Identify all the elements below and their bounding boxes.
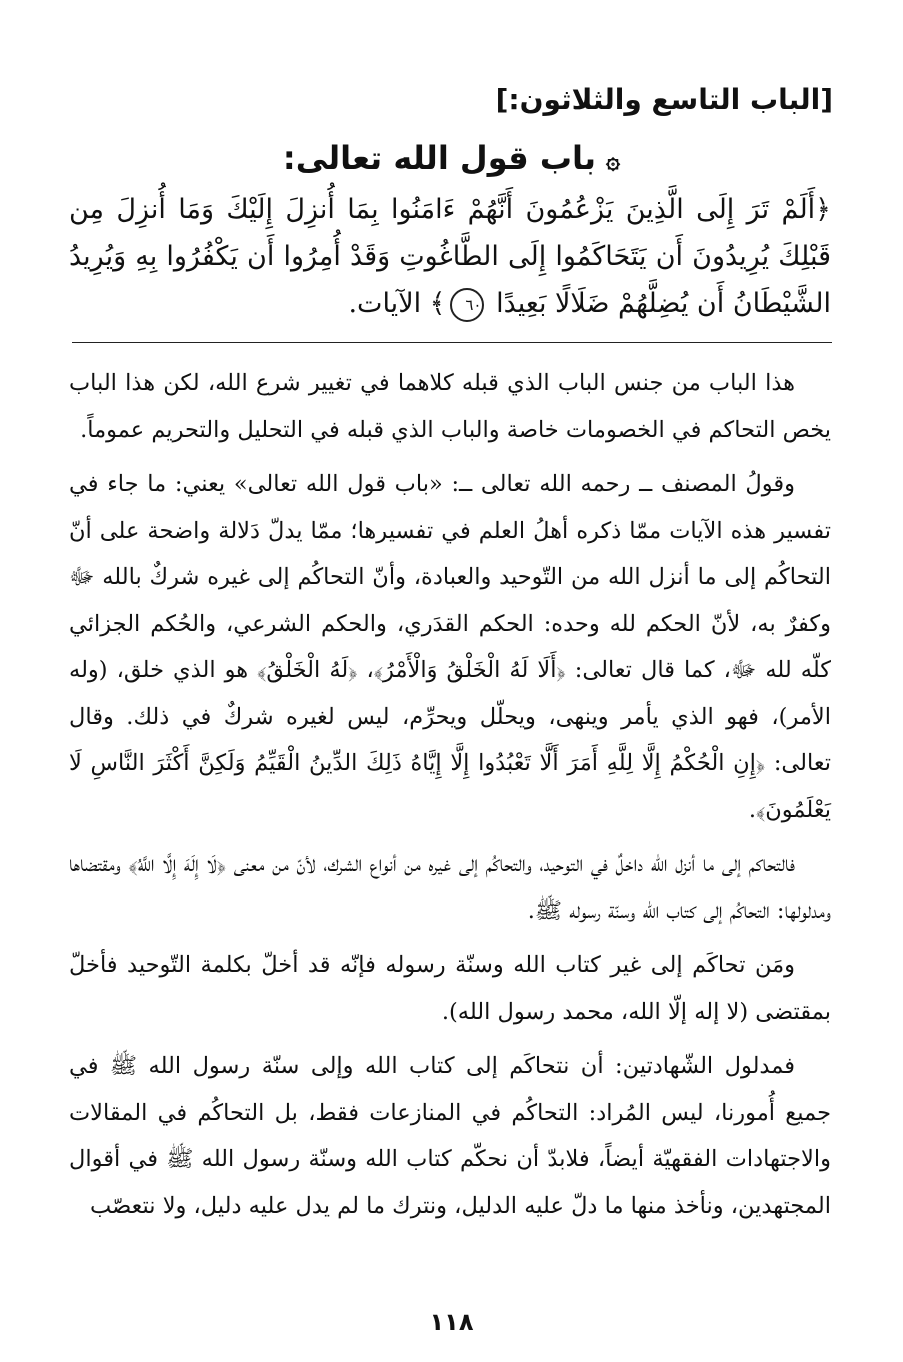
chapter-title-text: باب قول الله تعالى: <box>282 139 597 177</box>
paragraph: وقولُ المصنف ــ رحمه الله تعالى ــ: «باب قول الله تعالى» يعني: ما جاء في تفسير هذه الآيات ممّا ذكره أهلُ العلم في تفسيرها؛ ممّا يدلّ دَلالة واضحة على أنّ التحاكُم إلى ما أنزل الله من التّوحيد والعبادة، وأنّ التحاكُم إلى غيره شركٌ بالله ﷻ وكفرٌ به، لأنّ الحكم لله وحده: الحكم القدَري، والحكم الشرعي، والحُكم الجزائي كلّه لله ﷻ، كما قال تعالى: ﴿أَلَا لَهُ الْخَلْقُ وَالْأَمْرُ﴾، ﴿لَهُ الْخَلْقُ﴾ هو الذي خلق، (وله الأمر)، فهو الذي يأمر وينهى، ويحلّل ويحرِّم، ليس لغيره شركٌ في ذلك. وقال تعالى: ﴿إِنِ الْحُكْمُ إِلَّا لِلَّهِ أَمَرَ أَلَّا تَعْبُدُوا إِلَّا إِيَّاهُ ذَلِكَ الدِّينُ الْقَيِّمُ وَلَكِنَّ أَكْثَرَ النَّاسِ لَا يَعْلَمُونَ﴾. <box>69 471 831 823</box>
ornament-icon: ۞ <box>606 146 621 174</box>
paragraph: ومَن تحاكَم إلى غير كتاب الله وسنّة رسوله فإنّه قد أخلّ بكلمة التّوحيد فأخلّ بمقتضى (لا إله إلّا الله، محمد رسول الله). <box>69 952 831 1025</box>
paragraph: فمدلول الشّهادتين: أن نتحاكَم إلى كتاب الله وإلى سنّة رسول الله ﷺ في جميع أُمورنا، ليس المُراد: التحاكُم في المنازعات فقط، بل التحاكُم في المقالات والاجتهادات الفقهيّة أيضاً، فلابدّ أن نحكّم كتاب الله وسنّة رسول الله ﷺ في أقوال المجتهدين، ونأخذ منها ما دلّ عليه الدليل، ونترك ما لم يدل عليه دليل، ولا نتعصّب <box>69 1053 831 1219</box>
chapter-label: [الباب التاسع والثلاثون:] <box>495 83 833 116</box>
paragraph: فالتحاكم إلى ما أنزل الله داخلٌ في التوحيد، والتحاكُم إلى غيره من أنواع الشرك، لأنّ من معنى ﴿لَا إِلَهَ إِلَّا اللَّهُ﴾ ومقتضاها ومدلولها: التحاكُم إلى كتاب الله وسنّة رسوله ﷺ. <box>69 851 831 924</box>
chapter-title <box>60 136 843 182</box>
verse-text: ﴿أَلَمْ تَرَ إِلَى الَّذِينَ يَزْعُمُونَ أَنَّهُمْ ءَامَنُوا بِمَا أُنزِلَ إِلَيْكَ وَمَا أُنزِلَ مِن قَبْلِكَ يُرِيدُونَ أَن يَتَحَاكَمُوا إِلَى الطَّاغُوتِ وَقَدْ أُمِرُوا أَن يَكْفُرُوا بِهِ وَيُرِيدُ الشَّيْطَانُ أَن يُضِلَّهُمْ ضَلَالًا بَعِيدًا <box>69 194 831 319</box>
quran-verse <box>69 186 831 327</box>
page-number: ١١٨ <box>429 1308 474 1336</box>
verse-number-badge: ٦٠ <box>450 288 484 322</box>
separator-line <box>72 342 832 343</box>
paragraph: هذا الباب من جنس الباب الذي قبله كلاهما في تغيير شرع الله، لكن هذا الباب يخص التحاكم في الخصومات خاصة والباب الذي قبله في التحليل والتحريم عموماً. <box>69 370 831 443</box>
commentary-body <box>69 360 831 1237</box>
verse-tail: ﴾ الآيات. <box>348 288 446 319</box>
